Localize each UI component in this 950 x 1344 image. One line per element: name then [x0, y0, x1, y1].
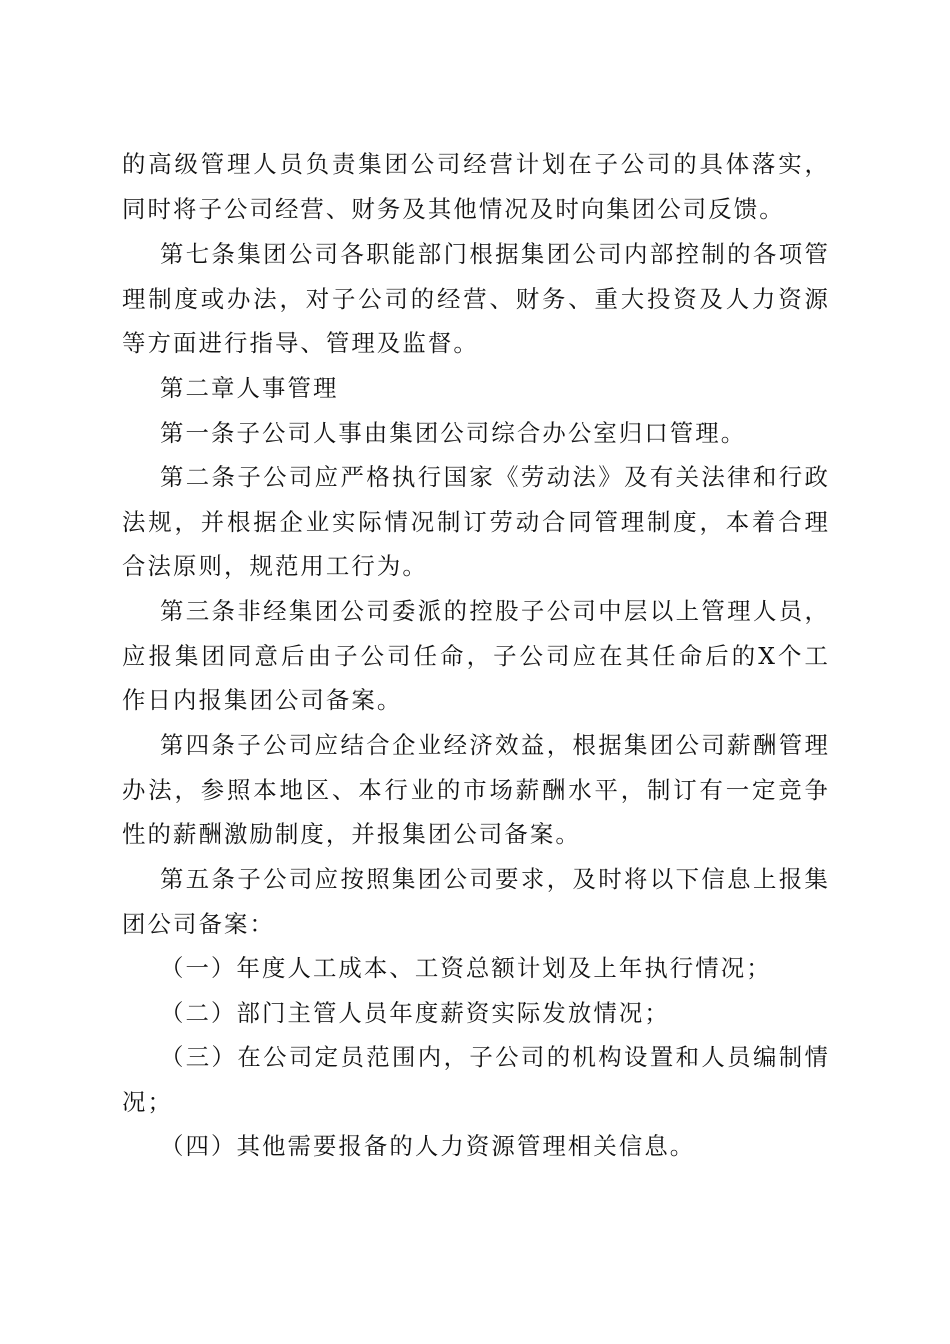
text-line: 同时将子公司经营、财务及其他情况及时向集团公司反馈。 — [122, 194, 785, 223]
text-line: 作日内报集团公司备案。 — [122, 686, 403, 714]
text-line: （二）部门主管人员年度薪资实际发放情况； — [160, 999, 670, 1027]
text-line: 第四条子公司应结合企业经济效益，根据集团公司薪酬管理 — [160, 731, 830, 759]
paragraph-continuation — [122, 142, 830, 231]
text-line: 办法，参照本地区、本行业的市场薪酬水平，制订有一定竞争 — [122, 775, 830, 804]
text-line: 第二条子公司应严格执行国家《劳动法》及有关法律和行政 — [160, 463, 830, 491]
paragraph-article-7 — [122, 232, 830, 366]
text-line: 性的薪酬激励制度，并报集团公司备案。 — [122, 820, 581, 848]
text-line: 应报集团同意后由子公司任命，子公司应在其任命后的X个工 — [122, 641, 830, 670]
text-line: 第一条子公司人事由集团公司综合办公室归口管理。 — [160, 419, 747, 447]
paragraph-article-2 — [122, 455, 830, 589]
text-line: 理制度或办法，对子公司的经营、财务、重大投资及人力资源 — [122, 284, 830, 313]
text-line: 第二章人事管理 — [160, 374, 339, 402]
paragraph-article-1 — [122, 411, 830, 456]
text-line: 团公司备案： — [122, 909, 275, 938]
chapter-heading — [122, 366, 830, 411]
paragraph-article-4 — [122, 723, 830, 857]
text-line: 第七条集团公司各职能部门根据集团公司内部控制的各项管 — [160, 240, 830, 268]
paragraph-article-5 — [122, 857, 830, 946]
text-line: （四）其他需要报备的人力资源管理相关信息。 — [160, 1132, 696, 1160]
text-line: 法规，并根据企业实际情况制订劳动合同管理制度，本着合理 — [122, 507, 830, 536]
text-line: 等方面进行指导、管理及监督。 — [122, 329, 479, 357]
paragraph-article-3 — [122, 589, 830, 723]
text-line: 况； — [122, 1087, 173, 1116]
text-line: （一）年度人工成本、工资总额计划及上年执行情况； — [160, 954, 772, 982]
list-item-3 — [122, 1035, 830, 1124]
list-item-2 — [122, 991, 830, 1036]
list-item-1 — [122, 946, 830, 991]
text-line: （三）在公司定员范围内，子公司的机构设置和人员编制情 — [160, 1043, 830, 1071]
text-line: 的高级管理人员负责集团公司经营计划在子公司的具体落实， — [122, 150, 830, 178]
text-line: 合法原则，规范用工行为。 — [122, 552, 428, 580]
text-line: 第三条非经集团公司委派的控股子公司中层以上管理人员， — [160, 597, 830, 625]
list-item-4 — [122, 1124, 830, 1169]
text-line: 第五条子公司应按照集团公司要求，及时将以下信息上报集 — [160, 865, 830, 893]
